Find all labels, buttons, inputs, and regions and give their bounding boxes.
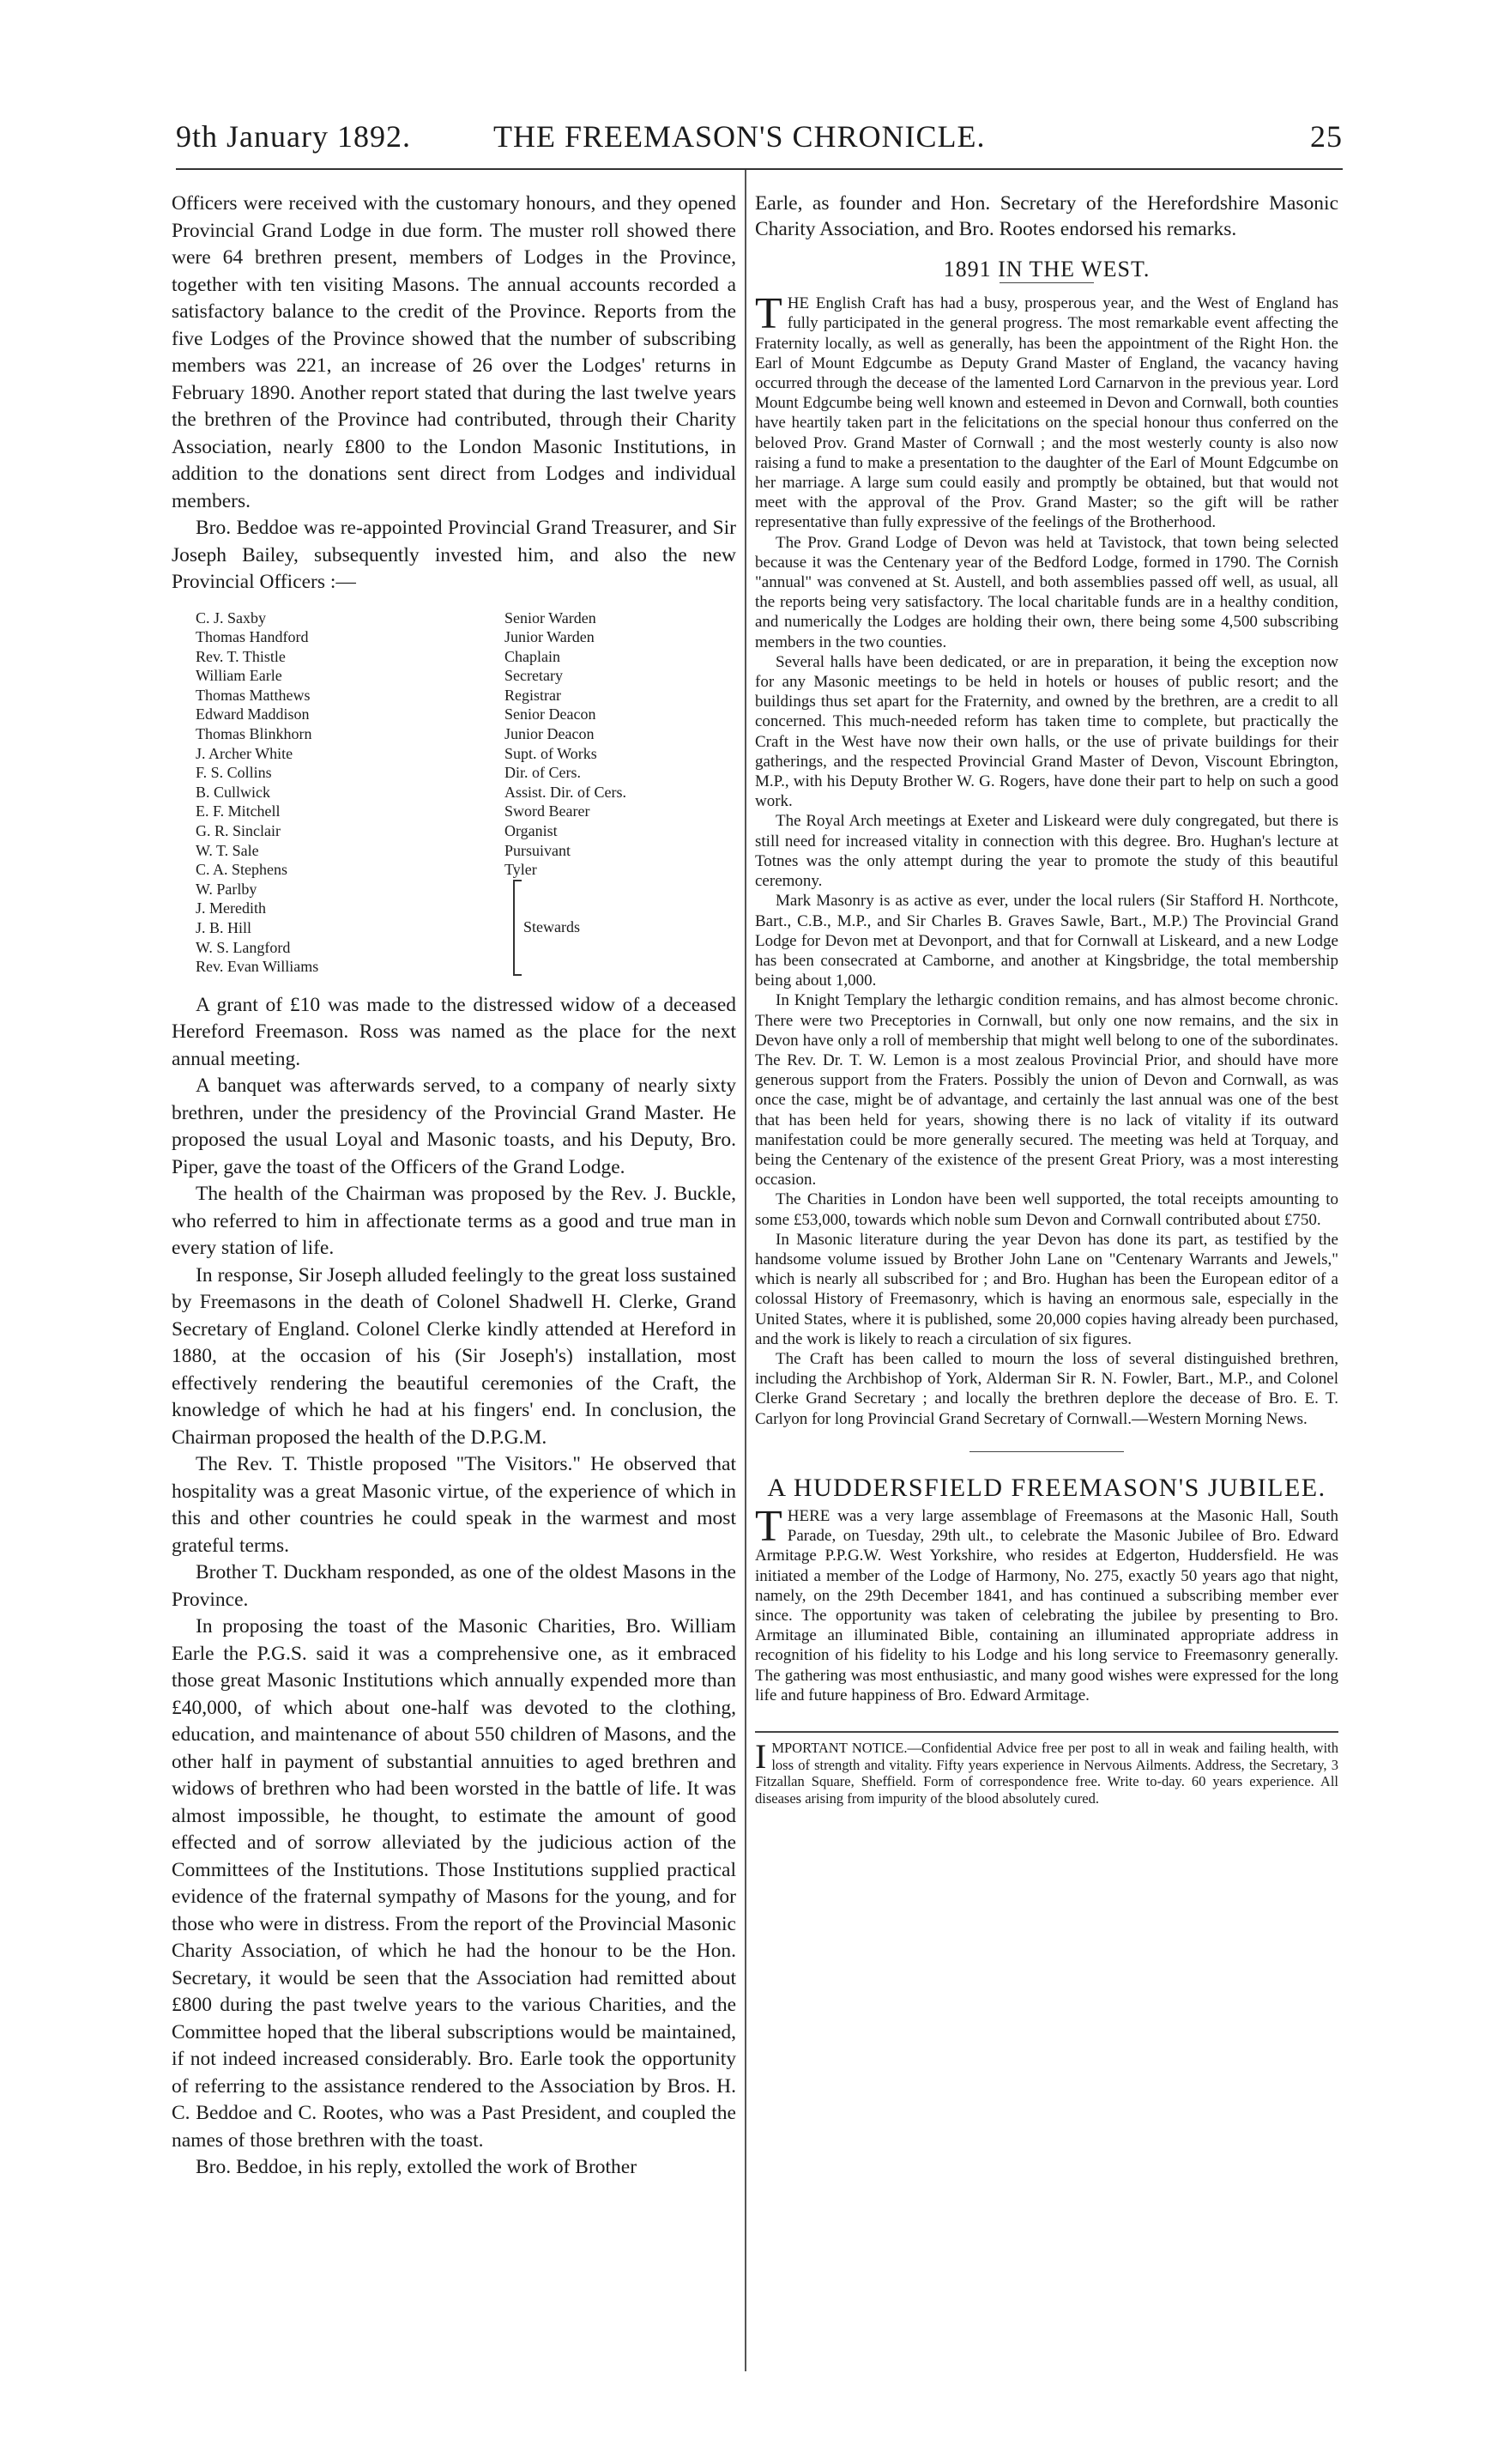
header-date: 9th January 1892. bbox=[176, 119, 411, 154]
officer-name: Rev. T. Thistle bbox=[196, 647, 286, 665]
page-header bbox=[176, 118, 1343, 166]
officer-name: E. F. Mitchell bbox=[196, 802, 281, 820]
dropcap: I bbox=[755, 1737, 767, 1777]
officer-row bbox=[196, 647, 736, 667]
officer-row bbox=[196, 841, 736, 861]
paragraph: A grant of £10 was made to the distressed widow of a deceased Hereford Freemason. Ross was named as the place for the next annual meeting. bbox=[172, 993, 736, 1070]
paragraph: The Prov. Grand Lodge of Devon was held at Tavistock, that town being selected because it was the Centenary year of the Bedford Lodge, formed in 1790. The Cornish "annual" was convened at St. Austell, and both assemblies passed off well, as usual, all the reports being very satisfactory. The local charitable funds are in a healthy condition, and numerically the Lodges are holding their own, there being some 4,500 subscribing members in the two counties. bbox=[755, 533, 1338, 651]
officers-list bbox=[196, 608, 736, 977]
left-column bbox=[172, 191, 736, 2182]
title-rule bbox=[1000, 282, 1094, 283]
paragraph: Officers were received with the customary honours, and they opened Provincial Grand Lodge in due form. The muster roll showed there were 64 brethren present, members of Lodges in the Province, together with ten visiting Masons. The annual accounts recorded a satisfactory balance to the credit of the Province. Reports from the five Lodges of the Province showed that the number of subscribing members was 221, an increase of 26 over the Lodges' returns in February 1890. Another report stated that during the last twelve years the brethren of the Province had contributed, through their Charity Association, nearly £800 to the London Masonic Institutions, in addition to the donations sent direct from Lodges and individual members. bbox=[172, 192, 736, 512]
officer-title: Senior Deacon bbox=[504, 705, 596, 723]
officer-row bbox=[196, 783, 736, 802]
paragraph: In response, Sir Joseph alluded feelingly to the great loss sustained by Freemasons in the death of Colonel Shadwell H. Clerke, Grand Secretary of England. Colonel Clerke kindly attended at Hereford in 1880, at the occasion of his (Sir Joseph's) installation, most effectively rendering the beautiful ceremonies of the Craft, the knowledge of which he had at his fingers' end. In conclusion, the Chairman proposed the health of the D.P.G.M. bbox=[172, 1263, 736, 1449]
paragraph: A banquet was afterwards served, to a company of nearly sixty brethren, under the presidency of the Provincial Grand Master. He proposed the usual Loyal and Masonic toasts, and his Deputy, Bro. Piper, gave the toast of the Officers of the Grand Lodge. bbox=[172, 1075, 736, 1178]
officer-name: Thomas Handford bbox=[196, 628, 309, 646]
notice-text: MPORTANT NOTICE.—Confidential Advice free per post to all in weak and failing health, with loss of strength and vitality. Fifty years experience in Nervous Ailments. Address, the Secretary, 3 Fitzallan Square, Sheffield. Form of correspondence free. Write to-day. 60 years experience. All diseases arising from impurity of the blood absolutely cured. bbox=[755, 1740, 1338, 1807]
header-rule bbox=[176, 168, 1343, 170]
dropcap: T bbox=[755, 1501, 782, 1551]
officer-title: Sword Bearer bbox=[504, 802, 590, 820]
officer-row bbox=[196, 608, 736, 628]
officer-name: William Earle bbox=[196, 667, 282, 685]
officer-title: Secretary bbox=[504, 667, 563, 685]
paragraph: The Rev. T. Thistle proposed "The Visitors." He observed that hospitality was a great Masonic virtue, of the experience of which in this and other countries he could speak in the warmest and most grateful terms. bbox=[172, 1453, 736, 1557]
officer-title: Tyler bbox=[504, 861, 537, 879]
officer-name: J. Archer White bbox=[196, 744, 293, 762]
officer-title: Supt. of Works bbox=[504, 744, 597, 762]
paragraph: In Masonic literature during the year Devon has done its part, as testified by the handsome volume issued by Brother John Lane on "Centenary Warrants and Jewels," which is nearly all subscribed for ; and Bro. Hughan has been the European editor of a colossal History of Freemasonry, which is having an enormous sale, especially in the United States, where it is published, some 20,000 copies having already been purchased, and the work is likely to reach a circulation of six figures. bbox=[755, 1230, 1338, 1348]
stewards-group bbox=[196, 880, 736, 977]
paragraph: In Knight Templary the lethargic condition remains, and has almost become chronic. There were two Preceptories in Cornwall, but only one now remains, and the six in Devon have only a roll of membership that might well belong to one of the subordinates. The Rev. Dr. T. W. Lemon is a most zealous Provincial Prior, and should have more generous support from the Fraters. Possibly the union of Devon and Cornwall, as was once the case, might be of advantage, and certainly the last annual was one of the best that has been held for years, showing there is no lack of vitality if its outward manifestation could be more generally secured. The meeting was held at Torquay, and being the Centenary of the existence of the present Great Priory, was a most interesting occasion. bbox=[755, 991, 1338, 1190]
article-lead bbox=[755, 289, 1338, 532]
paragraph: The Charities in London have been well supported, the total receipts amounting to some £53,000, towards which noble sum Devon and Cornwall contributed about £750. bbox=[755, 1190, 1338, 1229]
paragraph: In proposing the toast of the Masonic Charities, Bro. William Earle the P.G.S. said it was a comprehensive one, as it embraced those great Masonic Institutions which annually expended more than £40,000, of which about one-half was devoted to the clothing, education, and maintenance of about 550 children of Masons, and the other half in payment of substantial annuities to aged brethren and widows of brethren who had been worsted in the battle of life. It was almost impossible, he thought, to estimate the amount of good effected and of sorrow alleviated by the judicious action of the Committees of the Institutions. Those Institutions supplied practical evidence of the fraternal sympathy of Masons for the young, and for those who were in distress. From the report of the Provincial Masonic Charity Association, of which he had the honour to be the Hon. Secretary, it would be seen that the Association had remitted about £800 during the past twelve years to the various Charities, and the Committee hoped that the liberal subscriptions would be maintained, if not indeed increased considerably. Bro. Earle took the opportunity of referring to the assistance rendered to the Association by Bros. H. C. Beddoe and C. Rootes, who was a Past President, and coupled the names of those brethren with the toast. bbox=[172, 1615, 736, 2152]
steward-name: J. Meredith bbox=[196, 899, 266, 917]
section-rule bbox=[969, 1451, 1124, 1452]
officer-row bbox=[196, 821, 736, 841]
steward-name: J. B. Hill bbox=[196, 919, 252, 936]
officer-title: Chaplain bbox=[504, 647, 560, 665]
steward-name: Rev. Evan Williams bbox=[196, 958, 319, 976]
officer-title: Assist. Dir. of Cers. bbox=[504, 783, 627, 801]
paragraph-text: HE English Craft has had a busy, prosperous year, and the West of England has fully participated in the general progress. The most remarkable event affecting the Fraternity locally, as well as generally, has been the appointment of the Right Hon. the Earl of Mount Edgcumbe as Deputy Grand Master of England, the vacancy having occurred through the decease of the lamented Lord Carnarvon in the previous year. Lord Mount Edgcumbe being well known and esteemed in Devon and Cornwall, both counties have heartily taken part in the felicitations on the special honour thus conferred on the beloved Prov. Grand Master of Cornwall ; and the most westerly county is also now raising a fund to make a presentation to the daughter of the Earl of Mount Edgcumbe on her marriage. A large sum could easily and promptly be obtained, but that would not meet with the approval of the Prov. Grand Master; so the gift will be rather representative than fully expressive of the feelings of the Brotherhood. bbox=[755, 294, 1338, 532]
advertisement-notice bbox=[755, 1731, 1338, 1807]
officer-row bbox=[196, 627, 736, 647]
paragraph: The health of the Chairman was proposed by the Rev. J. Buckle, who referred to him in affectionate terms as a good and true man in every station of life. bbox=[172, 1183, 736, 1260]
paragraph: The Royal Arch meetings at Exeter and Liskeard were duly congregated, but there is still need for increased vitality in connection with this degree. Bro. Hughan's lecture at Totnes was the only attempt during the year to promote the study of this beautiful ceremony. bbox=[755, 812, 1338, 891]
officer-row bbox=[196, 724, 736, 744]
officer-row bbox=[196, 686, 736, 705]
header-title: THE FREEMASON'S CHRONICLE. bbox=[493, 119, 986, 154]
paragraph: Bro. Beddoe was re-appointed Provincial Grand Treasurer, and Sir Joseph Bailey, subsequently invested him, and also the new Provincial Officers :— bbox=[172, 517, 736, 593]
paragraph: The Craft has been called to mourn the loss of several distinguished brethren, including the Archbishop of York, Alderman Sir R. N. Fowler, Bart., M.P., and Colonel Clerke Grand Secretary ; and locally the brethren deplore the decease of Bro. E. T. Carlyon for long Provincial Grand Secretary of Cornwall.—Western Morning News. bbox=[755, 1349, 1338, 1428]
officer-row bbox=[196, 744, 736, 764]
officer-title: Junior Warden bbox=[504, 628, 595, 646]
notice-text-block bbox=[755, 1737, 1338, 1807]
paragraph: Brother T. Duckham responded, as one of the oldest Masons in the Province. bbox=[172, 1561, 736, 1611]
officer-title: Dir. of Cers. bbox=[504, 764, 581, 782]
column-divider bbox=[745, 170, 746, 2371]
steward-name: W. Parlby bbox=[196, 880, 257, 898]
right-column bbox=[755, 191, 1338, 1807]
officer-row bbox=[196, 705, 736, 724]
page-number: 25 bbox=[1310, 119, 1343, 154]
officer-row bbox=[196, 802, 736, 821]
officer-name: C. A. Stephens bbox=[196, 861, 288, 879]
paragraph: Several halls have been dedicated, or are in preparation, it being the exception now for any Masonic meetings to be held in hotels or houses of public resort; and the buildings thus set apart for the Fraternity, and owned by the brethren, are a credit to all concerned. This much-needed reform has taken time to complete, but practically the Craft in the West have now their own halls, or the use of private buildings for their gatherings, and the respected Provincial Grand Master of Devon, Viscount Ebrington, M.P., with his Deputy Brother W. G. Rogers, have done their part to help on such a good work. bbox=[755, 652, 1338, 811]
stewards-label: Stewards bbox=[523, 917, 580, 935]
officer-title: Junior Deacon bbox=[504, 725, 595, 743]
paragraph-text: HERE was a very large assemblage of Freemasons at the Masonic Hall, South Parade, on Tuesday, 29th ult., to celebrate the Masonic Jubilee of Bro. Edward Armitage P.P.G.W. West Yorkshire, who resides at Edgerton, Huddersfield. He was initiated a member of the Lodge of Harmony, No. 275, exactly 50 years ago that night, namely, on the 29th December 1841, and has continued a subscribing member ever since. The opportunity was taken of celebrating the jubilee by presenting to Bro. Armitage an illuminated Bible, containing an illuminated appropriate address in recognition of his fidelity to his Lodge and his long service to Freemasonry generally. The gathering was most enthusiastic, and many good wishes were expressed for the long life and future happiness of Bro. Edward Armitage. bbox=[755, 1506, 1338, 1704]
paragraph: Bro. Beddoe, in his reply, extolled the work of Brother bbox=[196, 2156, 637, 2179]
officer-title: Pursuivant bbox=[504, 841, 571, 859]
officer-row bbox=[196, 860, 736, 880]
officer-name: F. S. Collins bbox=[196, 764, 272, 782]
paragraph: Earle, as founder and Hon. Secretary of the Herefordshire Masonic Charity Association, and Bro. Rootes endorsed his remarks. bbox=[755, 192, 1338, 240]
officer-name: W. T. Sale bbox=[196, 841, 259, 859]
article-lead bbox=[755, 1501, 1338, 1705]
officer-name: Edward Maddison bbox=[196, 705, 310, 723]
officer-title: Senior Warden bbox=[504, 608, 596, 627]
officer-title: Organist bbox=[504, 822, 558, 840]
officer-row bbox=[196, 763, 736, 783]
officer-name: G. R. Sinclair bbox=[196, 822, 281, 840]
steward-name: W. S. Langford bbox=[196, 938, 291, 956]
officer-name: B. Cullwick bbox=[196, 783, 271, 801]
dropcap: T bbox=[755, 289, 782, 339]
paragraph: Mark Masonry is as active as ever, under the local rulers (Sir Stafford H. Northcote, Bart., C.B., M.P., and Sir Charles B. Graves Sawle, Bart., M.P.) The Provincial Grand Lodge for Devon met at Devonport, and that for Cornwall at Liskeard, and a new Lodge has been consecrated at Camborne, and another at Kingsbridge, the total membership being about 1,000. bbox=[755, 892, 1338, 990]
officer-row bbox=[196, 666, 736, 686]
officer-title: Registrar bbox=[504, 686, 561, 704]
officer-name: Thomas Matthews bbox=[196, 686, 311, 704]
section-title-west: 1891 IN THE WEST. bbox=[943, 257, 1151, 282]
officer-name: C. J. Saxby bbox=[196, 608, 267, 627]
section-title-jubilee: A HUDDERSFIELD FREEMASON'S JUBILEE. bbox=[767, 1473, 1326, 1502]
officer-name: Thomas Blinkhorn bbox=[196, 725, 312, 743]
